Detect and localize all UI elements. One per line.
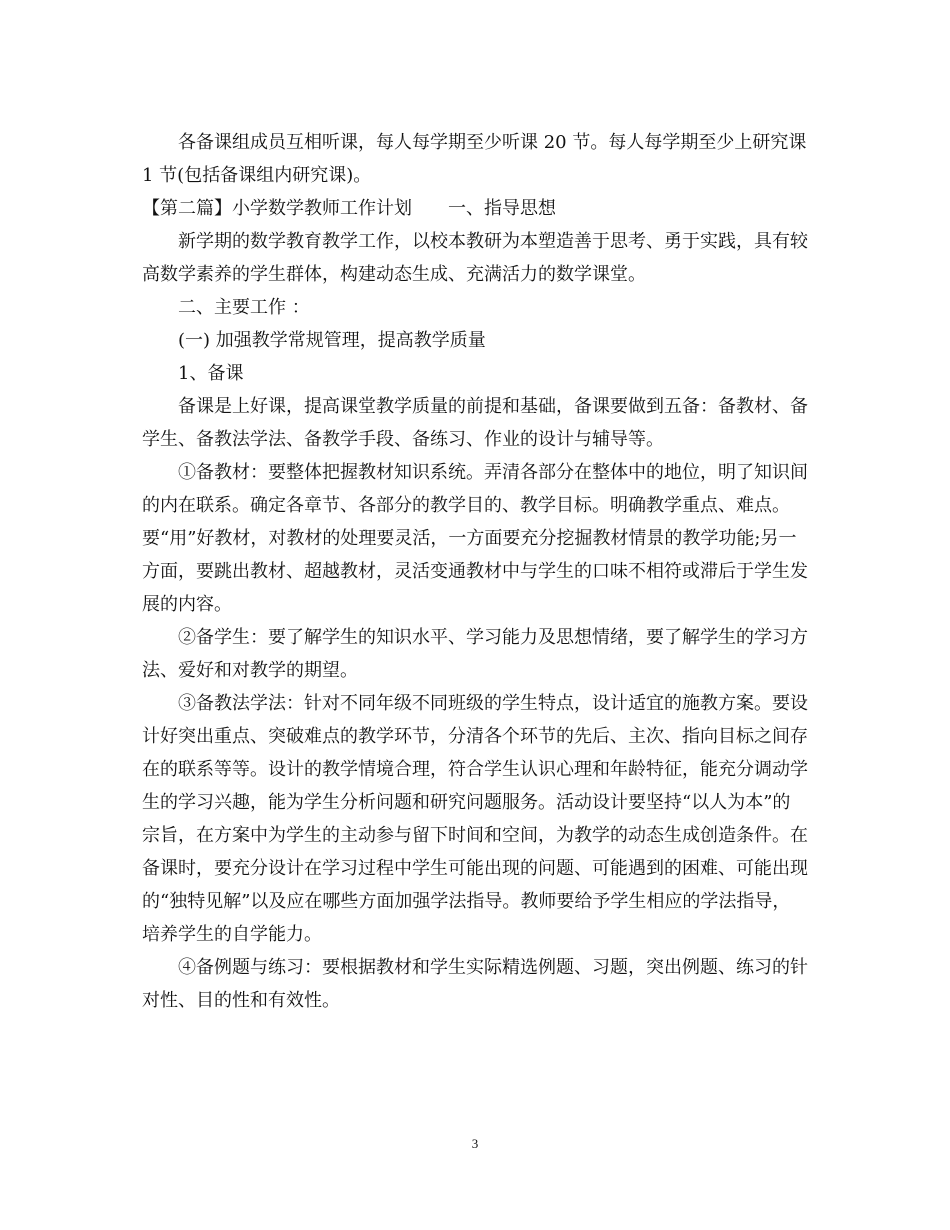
subheading: 二、主要工作 ：	[178, 297, 310, 318]
page-number: 3	[471, 1136, 479, 1151]
paragraph: 备课是上好课，提高课堂教学质量的前提和基础，备课要做到五备：备教材、备学生、备教法学法、备教学手段、备练习、作业的设计与辅导等。	[142, 396, 808, 450]
paragraph: 各备课组成员互相听课，每人每学期至少听课 20 节。每人每学期至少上研究课 1 节(包括备课组内研究课)。	[142, 132, 807, 186]
paragraph: 新学期的数学教育教学工作，以校本教研为本塑造善于思考、勇于实践，具有较高数学素养的学生群体，构建动态生成、充满活力的数学课堂。	[142, 231, 808, 285]
paragraph: ③备教法学法：针对不同年级不同班级的学生特点，设计适宜的施教方案。要设计好突出重点、突破难点的教学环节，分清各个环节的先后、主次、指向目标之间存在的联系等等。设计的教学情境合理，符合学生认识心理和年龄特征，能充分调动学生的学习兴趣，能为学生分析问题和研究问题服务。活动设计要坚持“以人为本”的宗旨，在方案中为学生的主动参与留下时间和空间，为教学的动态生成创造条件。在备课时，要充分设计在学习过程中学生可能出现的问题、可能遇到的困难、可能出现的“独特见解”以及应在哪些方面加强学法指导。教师要给予学生相应的学法指导，培养学生的自学能力。	[142, 693, 808, 945]
paragraph: ②备学生：要了解学生的知识水平、学习能力及思想情绪，要了解学生的学习方法、爱好和对教学的期望。	[142, 627, 808, 681]
paragraph: ④备例题与练习：要根据教材和学生实际精选例题、习题，突出例题、练习的针对性、目的性和有效性。	[142, 957, 808, 1011]
document-body	[142, 126, 808, 1017]
subheading: 1、备课	[178, 363, 244, 384]
subheading: (一) 加强教学常规管理，提高教学质量	[178, 330, 486, 351]
section-heading: 【第二篇】小学数学教师工作计划 一、指导思想	[142, 198, 556, 219]
paragraph: ①备教材：要整体把握教材知识系统。弄清各部分在整体中的地位，明了知识间的内在联系。确定各章节、各部分的教学目的、教学目标。明确教学重点、难点。要“用”好教材，对教材的处理要灵活，一方面要充分挖掘教材情景的教学功能;另一方面，要跳出教材、超越教材，灵活变通教材中与学生的口味不相符或滞后于学生发展的内容。	[142, 462, 808, 615]
